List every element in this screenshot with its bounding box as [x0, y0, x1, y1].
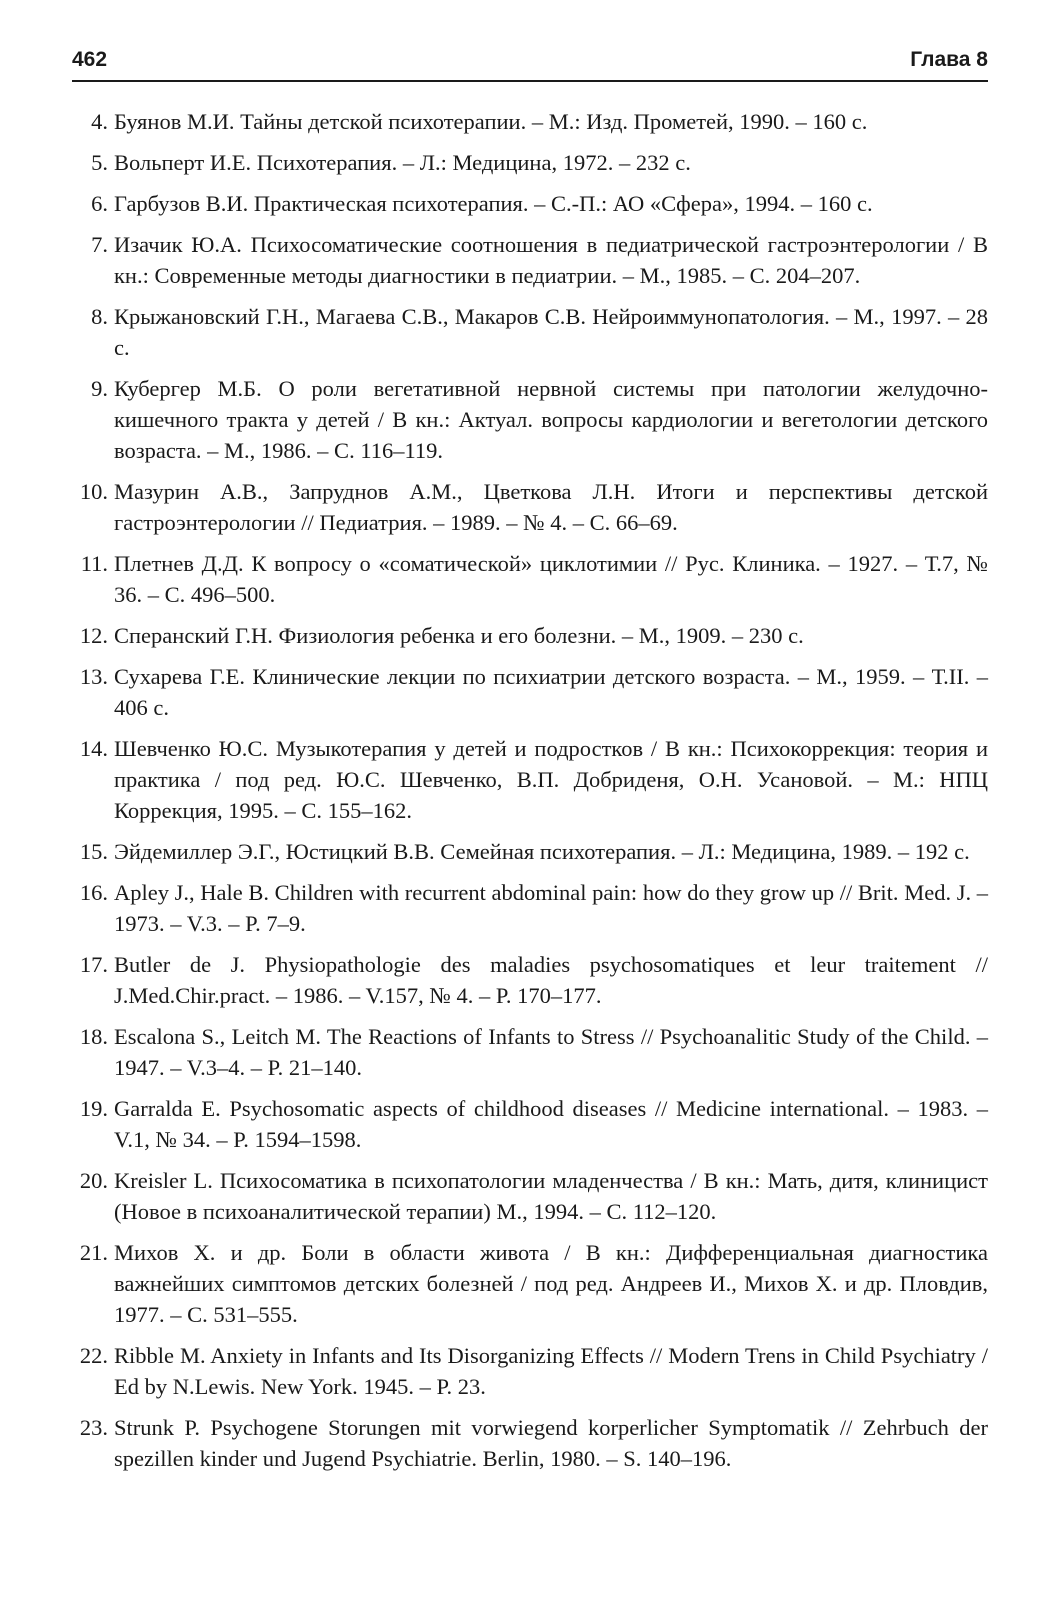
- reference-text: Kreisler L. Психосоматика в психопатологии младенчества / В кн.: Мать, дитя, клиницист (Новое в психоаналитической терапии) М., 1994. – С. 112–120.: [114, 1168, 988, 1224]
- reference-number: 21.: [79, 1240, 108, 1265]
- reference-number: 4.: [91, 109, 108, 134]
- reference-number: 8.: [91, 304, 108, 329]
- reference-item: [72, 877, 988, 939]
- reference-item: [72, 229, 988, 291]
- reference-number: 13.: [79, 664, 108, 689]
- reference-number: 20.: [79, 1168, 108, 1193]
- reference-item: [72, 836, 988, 867]
- reference-text: Буянов М.И. Тайны детской психотерапии. – М.: Изд. Прометей, 1990. – 160 с.: [114, 109, 868, 134]
- reference-item: [72, 373, 988, 466]
- reference-text: Гарбузов В.И. Практическая психотерапия. – С.-П.: АО «Сфера», 1994. – 160 с.: [114, 191, 873, 216]
- reference-item: [72, 1165, 988, 1227]
- reference-text: Плетнев Д.Д. К вопросу о «соматической» циклотимии // Рус. Клиника. – 1927. – Т.7, № 36. – С. 496–500.: [114, 551, 988, 607]
- reference-number: 6.: [91, 191, 108, 216]
- reference-text: Шевченко Ю.С. Музыкотерапия у детей и подростков / В кн.: Психокоррекция: теория и практика / под ред. Ю.С. Шевченко, В.П. Добриденя, О.Н. Усановой. – М.: НПЦ Коррекция, 1995. – С. 155–162.: [114, 736, 988, 823]
- reference-text: Сперанский Г.Н. Физиология ребенка и его болезни. – М., 1909. – 230 с.: [114, 623, 804, 648]
- reference-item: [72, 1021, 988, 1083]
- reference-item: [72, 1340, 988, 1402]
- reference-item: [72, 1412, 988, 1474]
- reference-text: Escalona S., Leitch M. The Reactions of Infants to Stress // Psychoanalitic Study of the Child. – 1947. – V.3–4. – P. 21–140.: [114, 1024, 988, 1080]
- reference-text: Михов Х. и др. Боли в области живота / В кн.: Дифференциальная диагностика важнейших симптомов детских болезней / под ред. Андреев И., Михов Х. и др. Пловдив, 1977. – С. 531–555.: [114, 1240, 988, 1327]
- reference-number: 14.: [79, 736, 108, 761]
- reference-text: Вольперт И.Е. Психотерапия. – Л.: Медицина, 1972. – 232 с.: [114, 150, 691, 175]
- reference-item: [72, 548, 988, 610]
- reference-text: Крыжановский Г.Н., Магаева С.В., Макаров С.В. Нейроиммунопатология. – М., 1997. – 28 с.: [114, 304, 988, 360]
- reference-item: [72, 476, 988, 538]
- reference-item: [72, 620, 988, 651]
- reference-item: [72, 188, 988, 219]
- chapter-label: Глава 8: [910, 48, 988, 71]
- reference-text: Strunk P. Psychogene Storungen mit vorwiegend korperlicher Symptomatik // Zehrbuch der spezillen kinder und Jugend Psychiatrie. Berlin, 1980. – S. 140–196.: [114, 1415, 988, 1471]
- reference-item: [72, 1093, 988, 1155]
- running-header: [72, 44, 988, 82]
- reference-item: [72, 733, 988, 826]
- reference-text: Изачик Ю.А. Психосоматические соотношения в педиатрической гастроэнтерологии / В кн.: Современные методы диагностики в педиатрии. – М., 1985. – С. 204–207.: [114, 232, 988, 288]
- reference-item: [72, 147, 988, 178]
- reference-number: 22.: [79, 1343, 108, 1368]
- reference-number: 17.: [79, 952, 108, 977]
- reference-number: 10.: [79, 479, 108, 504]
- reference-number: 18.: [79, 1024, 108, 1049]
- reference-item: [72, 949, 988, 1011]
- reference-number: 5.: [91, 150, 108, 175]
- reference-text: Кубергер М.Б. О роли вегетативной нервной системы при патологии желудочно-кишечного тракта у детей / В кн.: Актуал. вопросы кардиологии и вегетологии детского возраста. – М., 1986. – С. 116–119.: [114, 376, 988, 463]
- reference-number: 9.: [91, 376, 108, 401]
- reference-text: Butler de J. Physiopathologie des maladies psychosomatiques et leur traitement // J.Med.Chir.pract. – 1986. – V.157, № 4. – P. 170–177.: [114, 952, 988, 1008]
- reference-number: 12.: [79, 623, 108, 648]
- reference-number: 15.: [79, 839, 108, 864]
- reference-item: [72, 106, 988, 137]
- reference-list: [72, 106, 988, 1484]
- reference-text: Мазурин А.В., Запруднов А.М., Цветкова Л.Н. Итоги и перспективы детской гастроэнтерологии // Педиатрия. – 1989. – № 4. – С. 66–69.: [114, 479, 988, 535]
- reference-text: Apley J., Hale B. Children with recurrent abdominal pain: how do they grow up // Brit. Med. J. – 1973. – V.3. – P. 7–9.: [114, 880, 988, 936]
- page-number: 462: [72, 48, 108, 71]
- reference-text: Эйдемиллер Э.Г., Юстицкий В.В. Семейная психотерапия. – Л.: Медицина, 1989. – 192 с.: [114, 839, 970, 864]
- reference-text: Сухарева Г.Е. Клинические лекции по психиатрии детского возраста. – М., 1959. – Т.II. – 406 с.: [114, 664, 988, 720]
- reference-item: [72, 301, 988, 363]
- reference-item: [72, 1237, 988, 1330]
- reference-number: 16.: [79, 880, 108, 905]
- reference-text: Ribble M. Anxiety in Infants and Its Disorganizing Effects // Modern Trens in Child Psychiatry / Ed by N.Lewis. New York. 1945. – P. 23.: [114, 1343, 988, 1399]
- reference-number: 23.: [79, 1415, 108, 1440]
- reference-number: 11.: [80, 551, 108, 576]
- reference-number: 19.: [79, 1096, 108, 1121]
- reference-item: [72, 661, 988, 723]
- reference-number: 7.: [91, 232, 108, 257]
- reference-text: Garralda E. Psychosomatic aspects of childhood diseases // Medicine international. – 1983. – V.1, № 34. – P. 1594–1598.: [114, 1096, 988, 1152]
